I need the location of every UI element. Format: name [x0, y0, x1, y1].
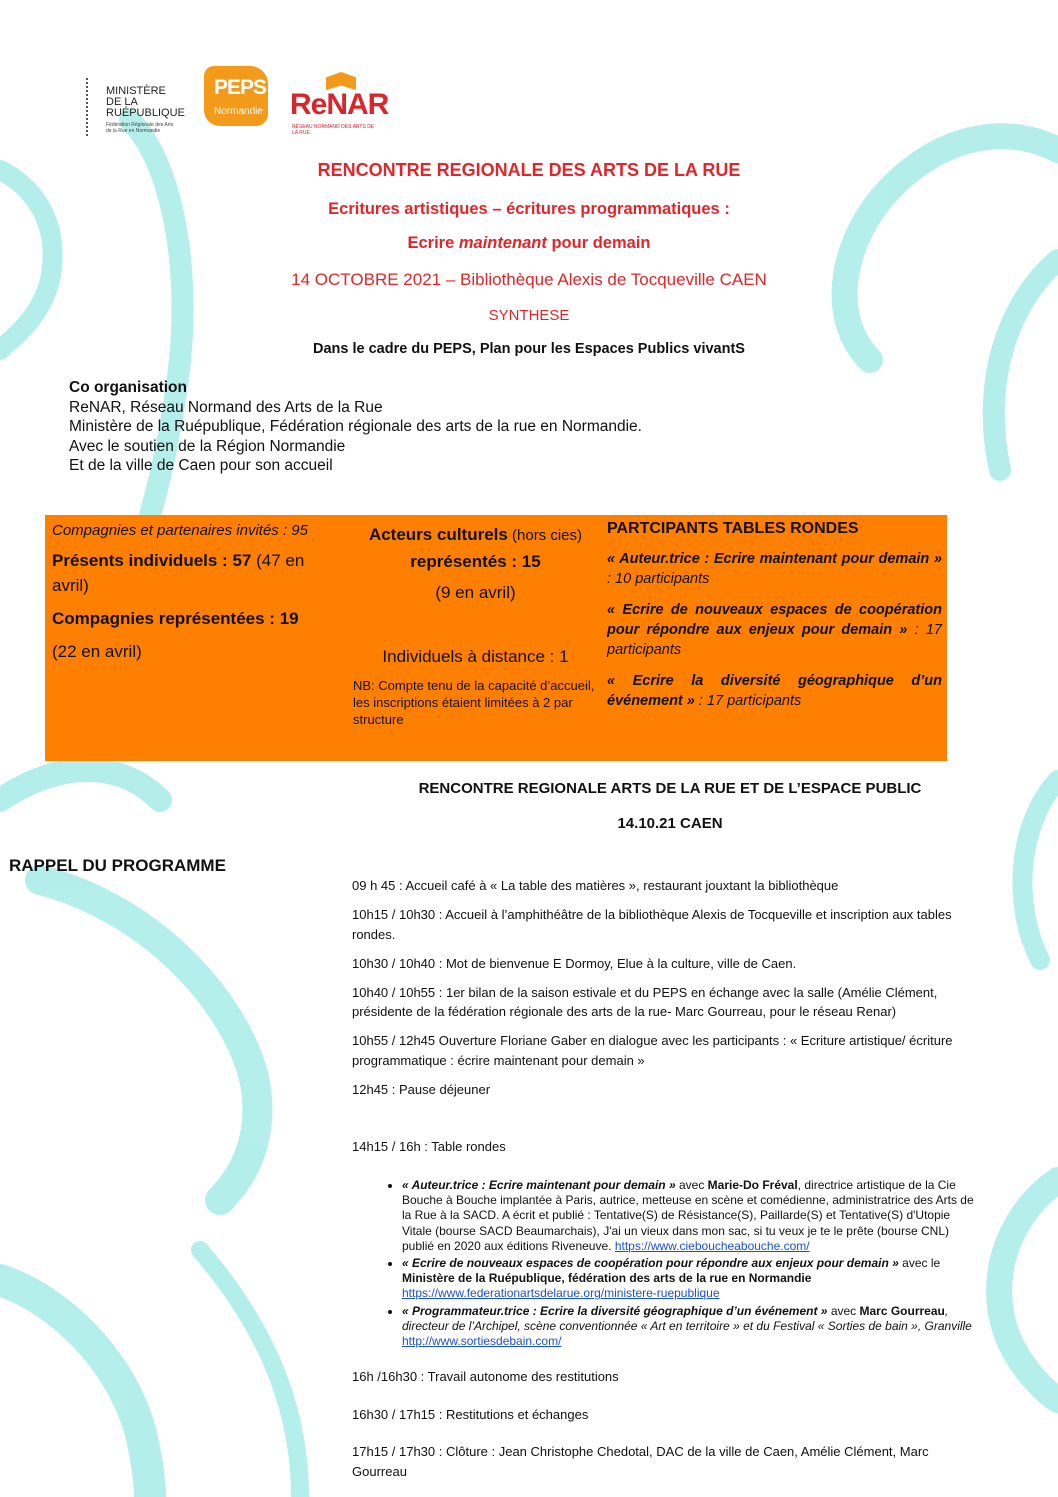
participant-count: : 17 participants [694, 693, 802, 709]
page-title: RENCONTRE REGIONALE DES ARTS DE LA RUE [317, 160, 741, 180]
list-item [402, 1256, 982, 1302]
section-heading: Co organisation [69, 379, 187, 396]
table-title: « Ecrire de nouveaux espaces de coopération pour répondre aux enjeux pour demain » [402, 1256, 899, 1271]
section-heading: RAPPEL DU PROGRAMME [9, 856, 226, 875]
table-participants [607, 549, 942, 589]
table-title: « Auteur.trice : Ecrire maintenant pour demain » [607, 551, 942, 567]
present-count [52, 548, 342, 598]
text-line: Et de la ville de Caen pour son accueil [69, 457, 333, 474]
guest-desc: , directrice artistique de la Cie Bouche à Bouche implantée à Paris, autrice, metteuse en scène et comédienne, administratrice des Arts de la Rue à la SACD. A écrit et publié : Tentative(S) de Résistance(S), Paillarde(S) et Tentative(S) d'Utopie Vitale (bourse SACD Beaumarchais), J'ai un vieux dans mon sac, si tu veux je te le prête (bourse CNL) publié en 2020 aux éditions Riveneuve. [402, 1178, 974, 1253]
stats-col-actors [353, 522, 598, 728]
program-item: 14h15 / 16h : Table rondes [352, 1138, 506, 1154]
guest-desc: , directeur de l’Archipel, scène conventionnée « Art en territoire » et du Festival « Sorties de bain », Granville [402, 1303, 972, 1333]
guest-name: Marie-Do Fréval [707, 1178, 798, 1192]
event-date-place: 14 OCTOBRE 2021 – Bibliothèque Alexis de Tocqueville CAEN [291, 270, 767, 289]
list-item [402, 1178, 982, 1254]
program-item: 10h40 / 10h55 : 1er bilan de la saison estivale et du PEPS en échange avec la salle (Amélie Clément, présidente de la fédération régionale des arts de la rue- Marc Gourreau, pour le réseau Renar) [352, 984, 938, 1019]
logo-subtext: Fédération Régionale des Arts de la Rue en Normandie [106, 122, 174, 134]
text-part: avec [827, 1303, 860, 1318]
stat-label: Présents individuels : 57 [52, 551, 252, 570]
text-line: Avec le soutien de la Région Normandie [69, 437, 346, 455]
subtitle-2 [0, 234, 1058, 253]
table-title: « Ecrire la diversité géographique d’un événement » [607, 673, 942, 709]
list-item [402, 1304, 982, 1350]
text-part: Ecrire [407, 234, 459, 252]
synthese-label: SYNTHESE [488, 307, 570, 324]
logo-line: ReNAR [290, 88, 389, 121]
program-title: RENCONTRE REGIONALE ARTS DE LA RUE ET DE L’ESPACE PUBLIC [418, 780, 922, 797]
peps-logo [204, 66, 268, 126]
actors-count [353, 522, 598, 575]
emphasis: maintenant [458, 234, 547, 252]
stat-label: Acteurs culturels [368, 525, 508, 544]
section-heading: PARTCIPANTS TABLES RONDES [607, 520, 859, 537]
text-line: Ministère de la Ruépublique, Fédération régionale des arts de la rue en Normandie. [69, 418, 642, 435]
table-participants [607, 671, 942, 711]
stats-col-tables [607, 520, 942, 711]
program-item: 16h30 / 17h15 : Restitutions et échanges [352, 1406, 589, 1422]
logo-line: PEPS [214, 76, 267, 99]
guest-link[interactable]: http://www.sortiesdebain.com/ [402, 1334, 562, 1349]
program-item: 10h30 / 10h40 : Mot de bienvenue E Dormoy, Elue à la culture, ville de Caen. [352, 955, 797, 971]
guest-name: Marc Gourreau [859, 1303, 945, 1318]
table-title: « Auteur.trice : Ecrire maintenant pour demain » [402, 1178, 676, 1192]
logo-dots [86, 78, 102, 136]
program-item: 10h55 / 12h45 Ouverture Floriane Gaber en dialogue avec les participants : « Ecriture artistique/ écriture programmatique : écrire maintenant pour demain » [352, 1033, 953, 1068]
program-item: 16h /16h30 : Travail autonome des restitutions [352, 1369, 619, 1385]
spacer [352, 1109, 982, 1137]
guest-link[interactable]: https://www.federationartsdelarue.org/ministere-ruepublique [402, 1286, 720, 1301]
guest-name: Ministère de la Ruépublique, fédération des arts de la rue en Normandie [402, 1271, 812, 1286]
program-item: 17h15 / 17h30 : Clôture : Jean Christophe Chedotal, DAC de la ville de Caen, Amélie Clément, Marc Gourreau [352, 1444, 929, 1479]
stat-note: (22 en avril) [52, 642, 142, 661]
context-line: Dans le cadre du PEPS, Plan pour les Espaces Publics vivantS [313, 341, 745, 357]
companies-count [52, 606, 342, 631]
invited-count: Compagnies et partenaires invités : 95 [52, 522, 308, 539]
round-tables-list [352, 1178, 982, 1349]
table-participants [607, 600, 942, 660]
program-item: 12h45 : Pause déjeuner [352, 1081, 491, 1097]
stat-label: représentés : 15 [410, 552, 541, 571]
participant-count: : 10 participants [607, 571, 710, 587]
program-item: 10h15 / 10h30 : Accueil à l’amphithéâtre de la bibliothèque Alexis de Tocqueville et inscription aux tables rondes. [352, 907, 952, 942]
text-line: ReNAR, Réseau Normand des Arts de la Rue [69, 398, 383, 416]
program-list [352, 876, 982, 1491]
text-part: avec [675, 1178, 708, 1192]
logo-text [106, 86, 185, 119]
text-part: pour demain [546, 234, 651, 252]
participant-count: : 17 participants [607, 622, 942, 658]
program-item: 09 h 45 : Accueil café à « La table des matières », restaurant jouxtant la bibliothèque [352, 878, 839, 893]
guest-link[interactable]: https://www.cieboucheabouche.com/ [614, 1238, 810, 1253]
logo-line: DE LA [106, 96, 138, 108]
stat-note: (9 en avril) [435, 583, 516, 602]
program-date: 14.10.21 CAEN [617, 815, 723, 832]
ministere-ruepublique-logo [80, 72, 185, 144]
remote-count: Individuels à distance : 1 [382, 647, 569, 666]
logo-line: Normandie [214, 106, 263, 117]
logo-subtext: RÉSEAU NORMAND DES ARTS DE LA RUE [292, 124, 375, 136]
table-title: « Ecrire de nouveaux espaces de coopération pour répondre aux enjeux pour demain » [607, 602, 942, 638]
co-organisation [69, 378, 642, 476]
text-part: avec le [898, 1256, 941, 1271]
stat-note: (hors cies) [507, 527, 583, 544]
table-title: « Programmateur.trice : Ecrire la diversité géographique d’un événement » [402, 1303, 828, 1318]
nb-note: NB: Compte tenu de la capacité d’accueil, les inscriptions étaient limitées à 2 par structure [353, 678, 595, 727]
stats-col-attendance [52, 520, 342, 664]
logo-line: MINISTÈRE [106, 85, 166, 97]
logo-line: RUÉPUBLIQUE [106, 107, 185, 119]
renar-logo [288, 70, 389, 140]
stat-note: (47 en avril) [52, 551, 305, 595]
stat-label: Compagnies représentées : 19 [52, 609, 299, 628]
subtitle: Ecritures artistiques – écritures programmatiques : [328, 200, 730, 218]
